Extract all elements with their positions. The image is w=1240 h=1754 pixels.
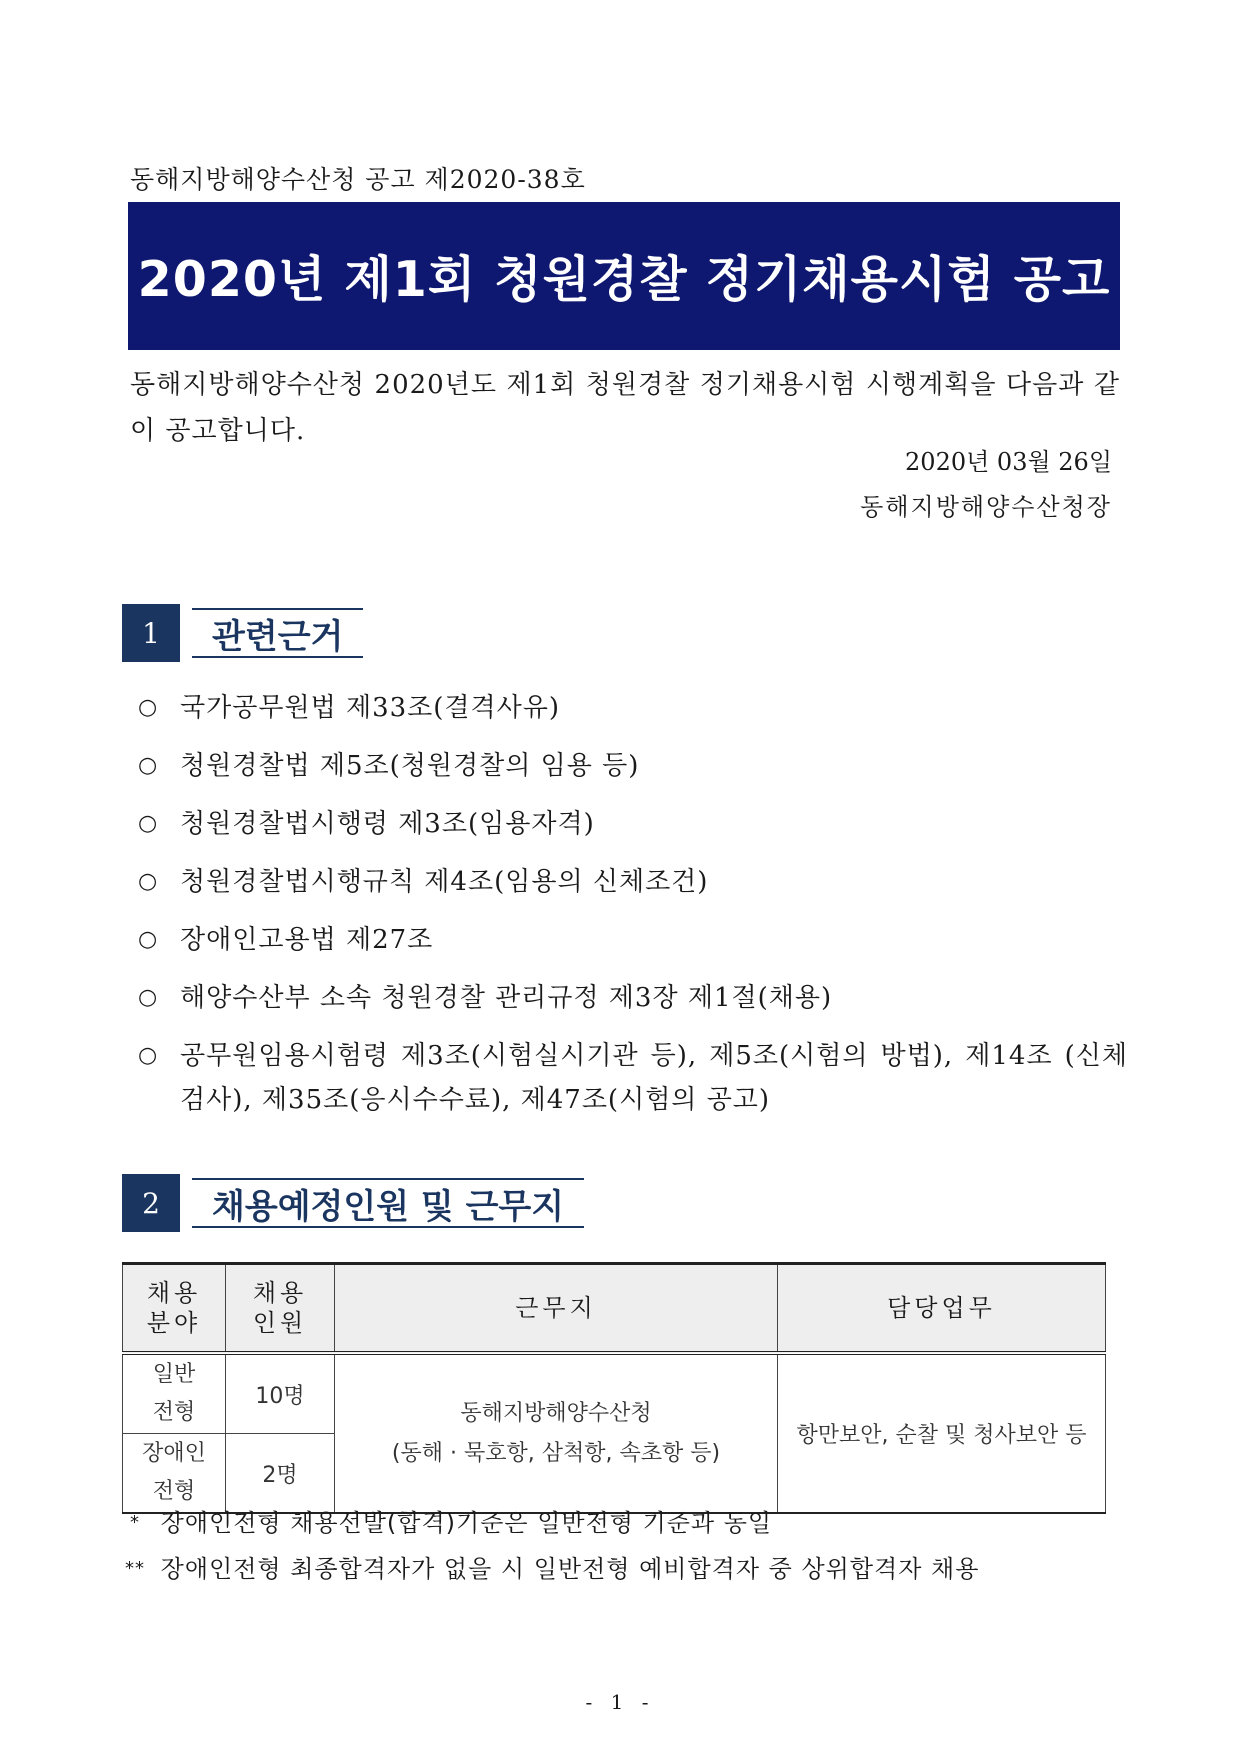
header-count bbox=[226, 1264, 335, 1354]
note-text: 장애인전형 최종합격자가 없을 시 일반전형 예비합격자 중 상위합격자 채용 bbox=[160, 1555, 980, 1583]
cell-count: 10명 bbox=[226, 1353, 335, 1434]
cell-place bbox=[335, 1353, 778, 1513]
cell-field-line1: 장애인 bbox=[142, 1441, 206, 1466]
list-item-text: 공무원임용시험령 제3조(시험실시기관 등), 제5조(시험의 방법), 제14조 (신체검사), 제35조(응시수수료), 제47조(시험의 공고) bbox=[180, 1041, 1128, 1115]
header-field bbox=[123, 1264, 226, 1354]
page-number: - 1 - bbox=[585, 1690, 655, 1714]
cell-field-line2: 전형 bbox=[152, 1479, 196, 1504]
cell-field-line2: 전형 bbox=[152, 1400, 196, 1425]
cell-field bbox=[123, 1353, 226, 1434]
list-item bbox=[138, 976, 1128, 1020]
header-field-line1: 채용 bbox=[146, 1279, 202, 1307]
list-item-text: 청원경찰법시행규칙 제4조(임용의 신체조건) bbox=[180, 867, 709, 897]
section-1-header bbox=[122, 604, 363, 662]
list-item-text: 청원경찰법시행령 제3조(임용자격) bbox=[180, 809, 595, 839]
note-item bbox=[118, 1500, 979, 1546]
note-mark: ** bbox=[125, 1558, 145, 1579]
notice-date: 2020년 03월 26일 bbox=[905, 448, 1112, 476]
legal-basis-list bbox=[138, 686, 1128, 1136]
cell-place-line2: (동해 · 묵호항, 삼척항, 속초항 등) bbox=[391, 1440, 721, 1466]
list-item-text: 해양수산부 소속 청원경찰 관리규정 제3장 제1절(채용) bbox=[180, 983, 833, 1013]
bullet-icon: ○ bbox=[138, 811, 159, 836]
bullet-icon: ○ bbox=[138, 985, 159, 1010]
list-item-text: 장애인고용법 제27조 bbox=[180, 925, 434, 955]
cell-place-line1: 동해지방해양수산청 bbox=[460, 1400, 652, 1426]
note-text: 장애인전형 채용선발(합격)기준은 일반전형 기준과 동일 bbox=[160, 1509, 773, 1537]
bullet-icon: ○ bbox=[138, 927, 159, 952]
header-duty: 담당업무 bbox=[778, 1264, 1106, 1354]
section-2-title: 채용예정인원 및 근무지 bbox=[192, 1178, 584, 1228]
section-2-header bbox=[122, 1174, 584, 1232]
header-field-line2: 분야 bbox=[146, 1309, 202, 1337]
title-banner bbox=[128, 202, 1120, 350]
table-notes bbox=[118, 1500, 979, 1592]
list-item bbox=[138, 802, 1128, 846]
note-item bbox=[118, 1546, 979, 1592]
header-count-line2: 인원 bbox=[252, 1309, 308, 1337]
list-item bbox=[138, 1034, 1128, 1122]
cell-duty: 항만보안, 순찰 및 청사보안 등 bbox=[778, 1353, 1106, 1513]
list-item bbox=[138, 744, 1128, 788]
table-header-row bbox=[123, 1264, 1106, 1354]
list-item-text: 국가공무원법 제33조(결격사유) bbox=[180, 693, 561, 723]
section-1-title: 관련근거 bbox=[192, 608, 363, 658]
cell-count: 2명 bbox=[226, 1434, 335, 1514]
issuer-name: 동해지방해양수산청장 bbox=[860, 493, 1112, 521]
bullet-icon: ○ bbox=[138, 1043, 159, 1068]
header-count-line1: 채용 bbox=[252, 1279, 308, 1307]
section-2-number: 2 bbox=[122, 1174, 180, 1232]
list-item-text: 청원경찰법 제5조(청원경찰의 임용 등) bbox=[180, 751, 640, 781]
list-item bbox=[138, 686, 1128, 730]
bullet-icon: ○ bbox=[138, 753, 159, 778]
bullet-icon: ○ bbox=[138, 869, 159, 894]
bullet-icon: ○ bbox=[138, 695, 159, 720]
note-mark: * bbox=[130, 1512, 140, 1533]
cell-field-line1: 일반 bbox=[152, 1362, 196, 1387]
staffing-table bbox=[122, 1262, 1106, 1514]
table-row bbox=[123, 1353, 1106, 1434]
intro-paragraph: 동해지방해양수산청 2020년도 제1회 청원경찰 정기채용시험 시행계획을 다음과 같이 공고합니다. bbox=[130, 370, 1120, 446]
document-title: 2020년 제1회 청원경찰 정기채용시험 공고 bbox=[137, 251, 1111, 308]
list-item bbox=[138, 918, 1128, 962]
section-1-number: 1 bbox=[122, 604, 180, 662]
list-item bbox=[138, 860, 1128, 904]
header-place: 근무지 bbox=[335, 1264, 778, 1354]
notice-number: 동해지방해양수산청 공고 제2020-38호 bbox=[130, 165, 586, 194]
